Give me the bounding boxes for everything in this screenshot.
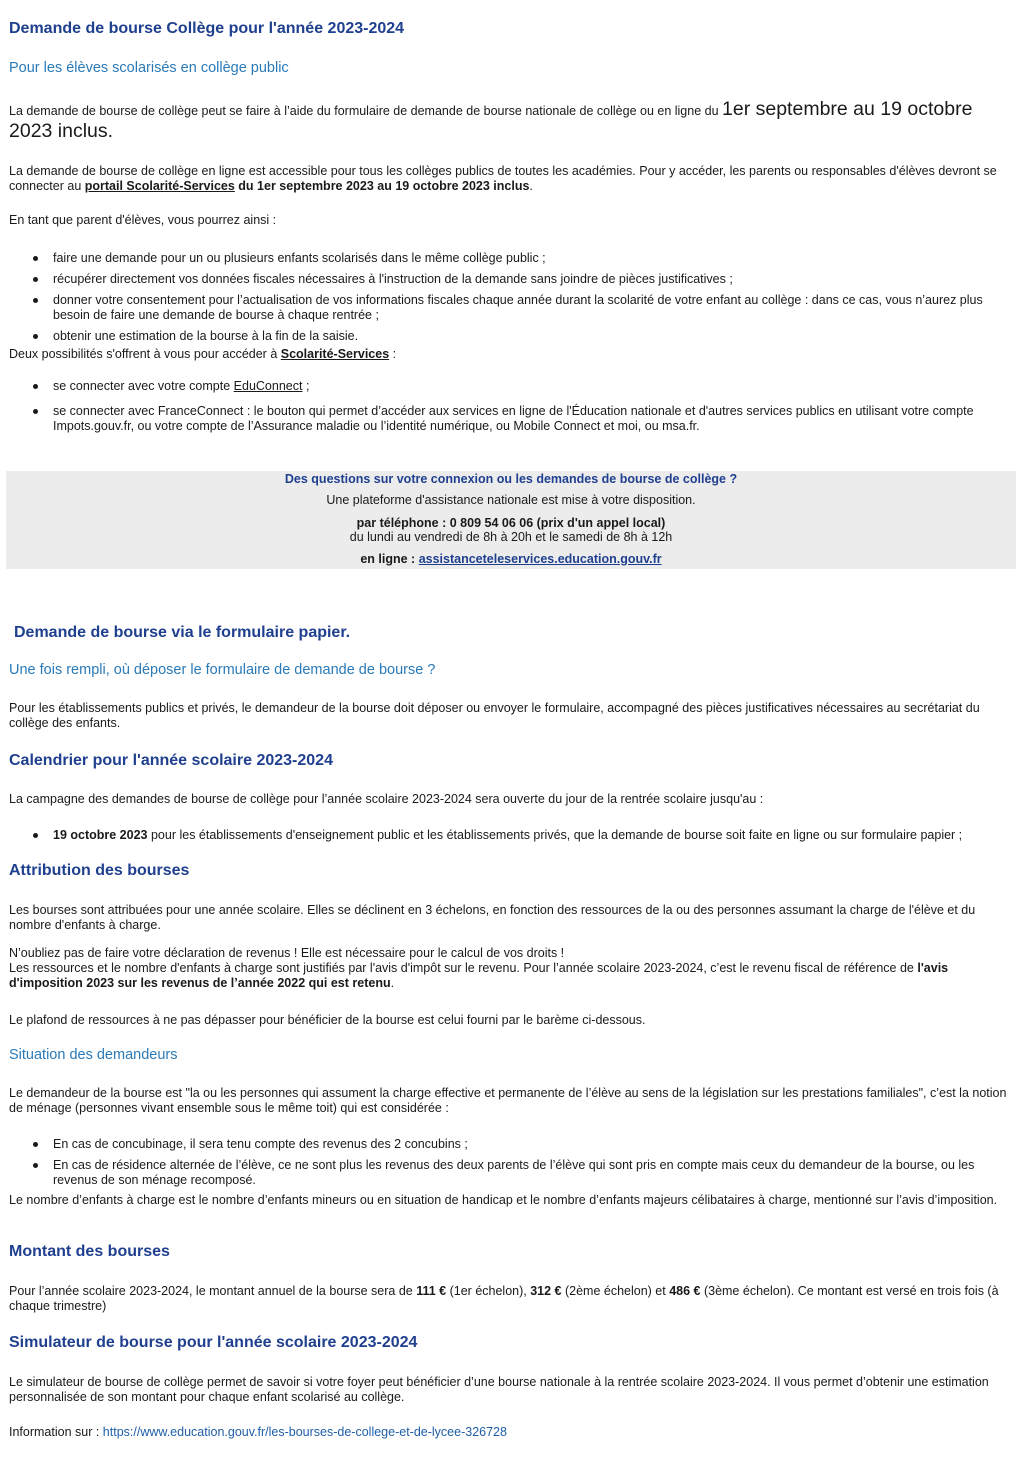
connection-options-list	[9, 379, 1014, 434]
list-item: donner votre consentement pour l’actualisation de vos informations fiscales chaque année durant la scolarité de votre enfant au collège : dans ce cas, vous n’aurez plus besoin de faire une demande de bourse à chaque rentrée ;	[9, 293, 1014, 323]
online-access-paragraph	[9, 164, 1014, 194]
deadline-text: pour les établissements d'enseignement public et les établissements privés, que la demande de bourse soit faite en ligne ou sur formulaire papier ;	[147, 828, 963, 842]
assistance-link[interactable]: assistanceteleservices.education.gouv.fr	[418, 552, 662, 566]
online-access-text: La demande de bourse de collège en ligne est accessible pour tous les collèges publics de toutes les académies. Pour y accéder, les parents ou responsables d'élèves devront se connecter au	[9, 164, 997, 193]
assistance-box	[6, 471, 1016, 569]
amount-3: 486 €	[669, 1284, 701, 1298]
punct: .	[529, 179, 533, 193]
page-title: Demande de bourse Collège pour l'année 2023-2024	[9, 20, 405, 37]
list-item-educonnect	[9, 379, 1014, 394]
intro-dates: 1er septembre au 19 octobre 2023 inclus.	[9, 98, 973, 142]
two-options-text: Deux possibilités s'offrent à vous pour accéder à	[9, 347, 281, 361]
intro-paragraph	[9, 98, 1014, 142]
list-item-franceconnect: se connecter avec FranceConnect : le bouton qui permet d’accéder aux services en ligne de l'Éducation nationale et d'autres services publics en utilisant votre compte Impots.gouv.fr, ou votre compte de l’Assurance maladie ou l’identité numérique, ou Mobile Connect et moi, ou msa.fr.	[9, 404, 1014, 434]
declaration-reminder: N’oubliez pas de faire votre déclaration de revenus ! Elle est nécessaire pour le calcul de vos droits !	[9, 946, 565, 960]
information-label: Information sur :	[9, 1425, 103, 1439]
calendar-title: Calendrier pour l'année scolaire 2023-2024	[9, 752, 333, 769]
situation-paragraph: Le demandeur de la bourse est "la ou les personnes qui assument la charge effective et permanente de l’élève au sens de la législation sur les prestations familiales", c’est la notion de ménage (personnes vivant ensemble sous le même toit) qui est considérée :	[9, 1086, 1007, 1115]
amount-1: 111 €	[416, 1284, 447, 1298]
information-line	[9, 1425, 1014, 1440]
montant-paragraph	[9, 1284, 1014, 1314]
punct: :	[389, 347, 397, 361]
montant-title: Montant des bourses	[9, 1243, 170, 1260]
list-item: récupérer directement vos données fiscales nécessaires à l'instruction de la demande sans joindre de pièces justificatives ;	[9, 272, 1014, 287]
simulateur-title: Simulateur de bourse pour l'année scolaire 2023-2024	[9, 1334, 418, 1351]
list-item: obtenir une estimation de la bourse à la fin de la saisie.	[9, 329, 1014, 344]
montant-text-4: (3ème échelon). Ce montant est versé en trois fois (à chaque trimestre)	[9, 1284, 999, 1313]
children-paragraph: Le nombre d’enfants à charge est le nombre d’enfants mineurs ou en situation de handicap et le nombre d’enfants majeurs célibataires à charge, mentionné sur l’avis d’imposition.	[9, 1193, 998, 1207]
list-item	[9, 828, 1014, 843]
attribution-paragraph-3: Le plafond de ressources à ne pas dépasser pour bénéficier de la bourse est celui fourni par le barème ci-dessous.	[9, 1013, 646, 1027]
calendar-paragraph: La campagne des demandes de bourse de collège pour l’année scolaire 2023-2024 sera ouverte du jour de la rentrée scolaire jusqu'au :	[9, 792, 764, 806]
resources-text	[9, 961, 1014, 991]
punct: .	[390, 976, 395, 990]
educonnect-link[interactable]: EduConnect	[233, 379, 303, 393]
paper-form-subtitle: Une fois rempli, où déposer le formulaire de demande de bourse ?	[9, 662, 436, 678]
attribution-title: Attribution des bourses	[9, 862, 190, 879]
paper-form-title: Demande de bourse via le formulaire papier.	[14, 624, 351, 641]
situation-list	[9, 1137, 1014, 1188]
assistance-hours: du lundi au vendredi de 8h à 20h et le samedi de 8h à 12h	[349, 530, 673, 544]
montant-text-3: (2ème échelon) et	[561, 1284, 670, 1298]
resources-bold: l'avis d'imposition 2023 sur les revenus de l’année 2022 qui est retenu	[9, 961, 949, 990]
intro-text: La demande de bourse de collège peut se faire à l’aide du formulaire de demande de bourse nationale de collège ou en ligne du	[9, 104, 723, 118]
attribution-paragraph-2	[9, 946, 1014, 991]
resources-plain: Les ressources et le nombre d'enfants à charge sont justifiés par l'avis d'impôt sur le revenu. Pour l’année scolaire 2023-2024, c’est le revenu fiscal de référence de	[9, 961, 918, 975]
simulateur-paragraph: Le simulateur de bourse de collège permet de savoir si votre foyer peut bénéficier d’une bourse nationale à la rentrée scolaire 2023-2024. Il vous permet d’obtenir une estimation personnalisée de son montant pour chaque enfant scolarisé au collège.	[9, 1375, 989, 1404]
parent-benefits-list	[9, 251, 1014, 344]
paper-form-paragraph: Pour les établissements publics et privés, le demandeur de la bourse doit déposer ou envoyer le formulaire, accompagné des pièces justificatives nécessaires au secrétariat du collège des enfants.	[9, 701, 980, 730]
assistance-online	[6, 552, 1016, 567]
scolarite-services-link[interactable]: portail Scolarité-Services	[84, 179, 235, 193]
educonnect-text: se connecter avec votre compte	[53, 379, 234, 393]
amount-2: 312 €	[530, 1284, 562, 1298]
calendar-list	[9, 828, 1014, 843]
education-gouv-link[interactable]: https://www.education.gouv.fr/les-bourses-de-college-et-de-lycee-326728	[102, 1425, 507, 1439]
deadline-date: 19 octobre 2023	[53, 828, 148, 842]
assistance-intro: Une plateforme d'assistance nationale est mise à votre disposition.	[326, 493, 696, 507]
montant-text-1: Pour l’année scolaire 2023-2024, le montant annuel de la bourse sera de	[9, 1284, 417, 1298]
list-item: En cas de concubinage, il sera tenu compte des revenus des 2 concubins ;	[9, 1137, 1014, 1152]
scolarite-services-link-2[interactable]: Scolarité-Services	[280, 347, 390, 361]
two-options-paragraph	[9, 347, 1014, 362]
montant-text-2: (1er échelon),	[446, 1284, 531, 1298]
parent-intro: En tant que parent d'élèves, vous pourrez ainsi :	[9, 213, 277, 227]
online-access-dates: du 1er septembre 2023 au 19 octobre 2023 inclus	[234, 179, 530, 193]
punct: ;	[302, 379, 310, 393]
online-label: en ligne :	[360, 552, 419, 566]
situation-title: Situation des demandeurs	[9, 1047, 178, 1063]
assistance-phone: par téléphone : 0 809 54 06 06 (prix d'un appel local)	[356, 516, 666, 530]
list-item: faire une demande pour un ou plusieurs enfants scolarisés dans le même collège public ;	[9, 251, 1014, 266]
list-item: En cas de résidence alternée de l’élève, ce ne sont plus les revenus des deux parents de l’élève qui sont pris en compte mais ceux du demandeur de la bourse, ou les revenus de son ménage recomposé.	[9, 1158, 1014, 1188]
subtitle-public-college: Pour les élèves scolarisés en collège public	[9, 60, 289, 76]
assistance-question: Des questions sur votre connexion ou les demandes de bourse de collège ?	[284, 472, 738, 486]
attribution-paragraph-1: Les bourses sont attribuées pour une année scolaire. Elles se déclinent en 3 échelons, en fonction des ressources de la ou des personnes assumant la charge de l'élève et du nombre d'enfants à charge.	[9, 903, 976, 932]
